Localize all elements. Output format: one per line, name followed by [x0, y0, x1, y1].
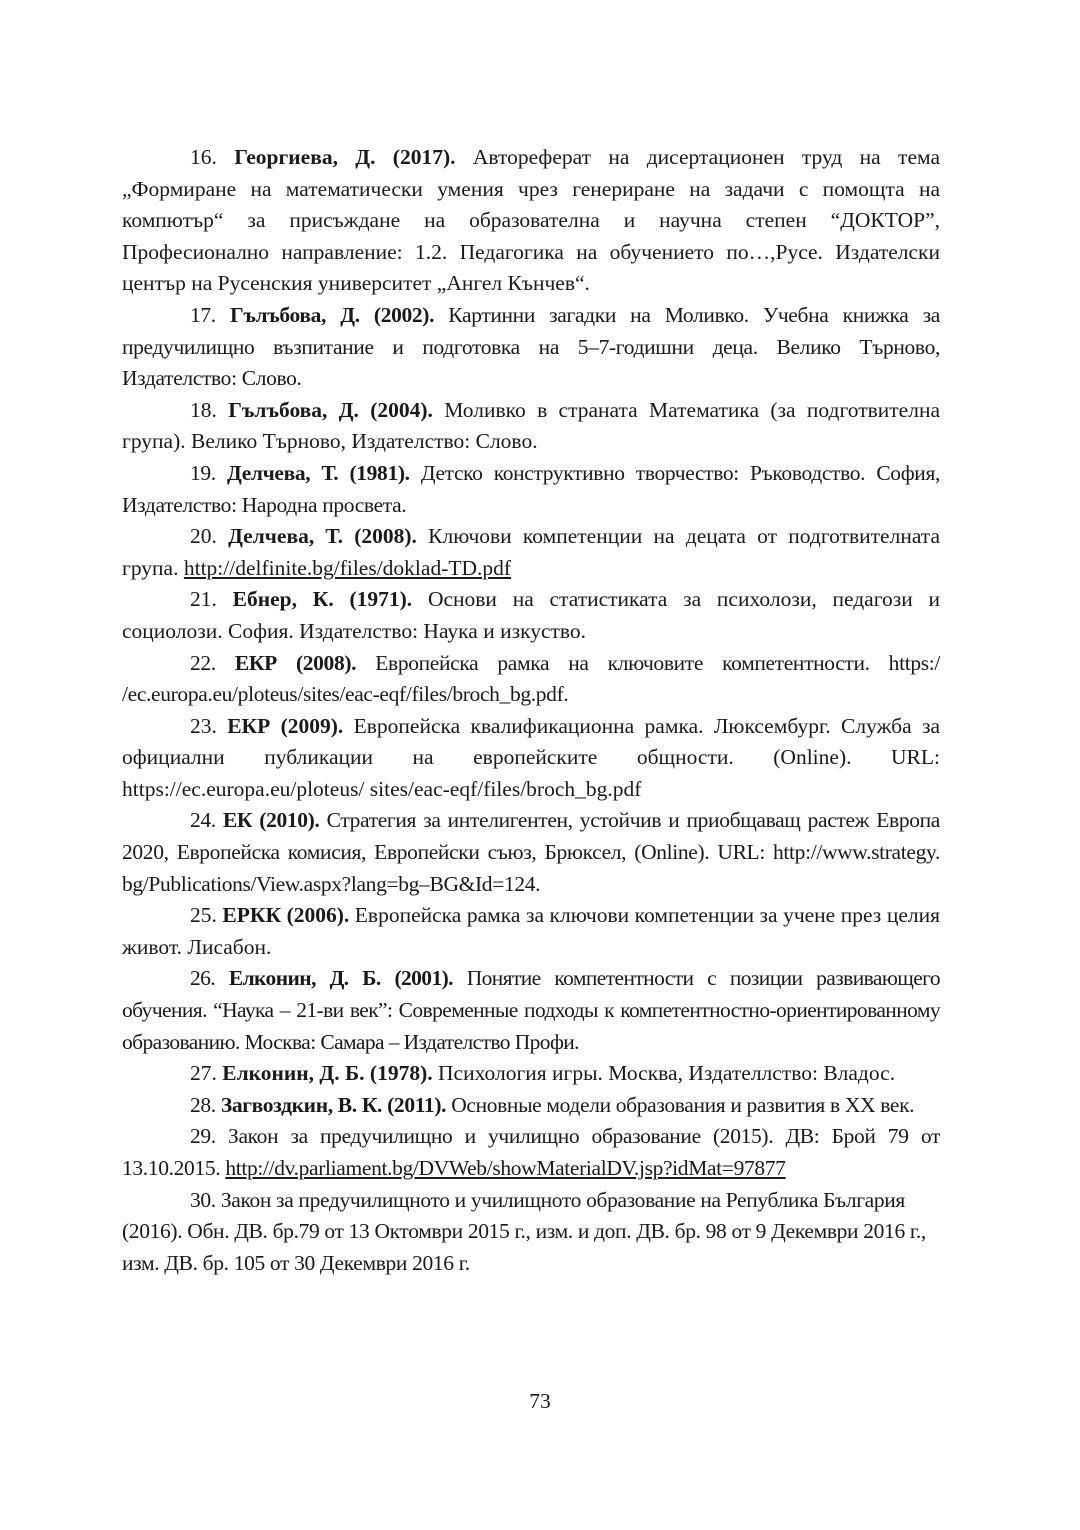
reference-text: Понятие компетентности с позиции развивающего обучения. “Наука – 21-ви век”: Современные подходы к компетентностно-ориентированному образованию. Москва: Самара – Издателство Профи.	[122, 966, 941, 1054]
reference-entry	[122, 584, 940, 647]
reference-author: Георгиева, Д. (2017).	[234, 145, 456, 169]
reference-number: 29.	[190, 1124, 216, 1149]
reference-author: Ебнер, К. (1971).	[232, 587, 413, 612]
reference-author: ЕКР (2008).	[234, 650, 357, 675]
reference-text: Европейска квалификационна рамка. Люксембург. Служба за официални публикации на европейските общности. (Online). URL: https://ec.europa.eu/ploteus/ sites/eac-eqf/files/broch_bg.pdf	[122, 713, 941, 801]
reference-link[interactable]: http://dv.parliament.bg/DVWeb/showMaterialDV.jsp?idMat=97877	[225, 1156, 786, 1180]
reference-author: ЕРКК (2006).	[222, 903, 350, 928]
reference-text: Автореферат на дисертационен труд на тема „Формиране на математически умения чрез генериране на задачи с помощта на компютър“ за присъждане на образователна и научна степен “ДОКТОР”, Професионално направление: 1.2. Педагогика на обучението по…,Русе. Издателски център на Русенския университет „Ангел Кънчев“.	[122, 145, 940, 296]
reference-author: Гълъбова, Д. (2002).	[230, 302, 435, 327]
reference-author: Делчева, Т. (2008).	[228, 524, 417, 549]
reference-number: 16.	[190, 145, 217, 169]
reference-entry	[122, 900, 940, 963]
reference-text: Ключови компетенции на децата от подготвителната група.	[122, 524, 941, 580]
reference-number: 18.	[190, 397, 217, 422]
reference-number: 19.	[190, 460, 216, 485]
reference-entry	[122, 1185, 940, 1280]
bibliography-list	[122, 142, 940, 1279]
reference-entry	[122, 1090, 940, 1122]
reference-entry	[122, 521, 940, 584]
reference-entry	[122, 300, 940, 395]
reference-author: ЕК (2010).	[222, 808, 320, 833]
reference-entry	[122, 458, 940, 521]
reference-author: Делчева, Т. (1981).	[227, 460, 410, 485]
reference-text: Психология игры. Москва, Издателлство: Владос.	[432, 1061, 896, 1086]
reference-author: Елконин, Д. Б. (2001).	[228, 966, 453, 991]
reference-text: Картинни загадки на Моливко. Учебна книжка за предучилищно възпитание и подготовка на 5–7-годишни деца. Велико Търново, Издателство: Слово.	[122, 302, 940, 391]
reference-author: Загвоздкин, В. К. (2011).	[220, 1092, 447, 1117]
reference-entry	[122, 648, 940, 711]
reference-entry	[122, 1058, 940, 1090]
reference-number: 24.	[190, 808, 216, 833]
reference-text: Моливко в страната Математика (за подготвителна група). Велико Търново, Издателство: Слово.	[122, 397, 940, 454]
reference-author: ЕКР (2009).	[227, 713, 344, 738]
reference-text: Основи на статистиката за психолози, педагози и социолози. София. Издателство: Наука и изкуство.	[122, 587, 941, 643]
reference-text: Европейска рамка за ключови компетенции за учене през целия живот. Лисабон.	[122, 903, 940, 959]
reference-number: 20.	[190, 524, 217, 549]
reference-text: Закон за предучилищно и училищно образование (2015). ДВ: Брой 79 от 13.10.2015.	[122, 1124, 940, 1180]
reference-number: 27.	[190, 1061, 217, 1086]
reference-number: 22.	[190, 650, 216, 675]
reference-entry	[122, 395, 940, 458]
page-number: 73	[529, 1389, 551, 1413]
reference-text: Детско конструктивно творчество: Ръководство. София, Издателство: Народна просвета.	[122, 460, 941, 517]
reference-number: 21.	[190, 587, 217, 612]
reference-number: 26.	[190, 966, 216, 991]
reference-author: Елконин, Д. Б. (1978).	[222, 1061, 433, 1086]
reference-entry	[122, 1121, 940, 1184]
reference-entry	[122, 711, 940, 806]
reference-text: Закон за предучилищното и училищното образование на Република България (2016). Обн. ДВ. бр.79 от 13 Октомври 2015 г., изм. и доп. ДВ. бр. 98 от 9 Декември 2016 г., изм. ДВ. бр. 105 от 30 Декември 2016 г.	[122, 1187, 926, 1275]
reference-number: 17.	[190, 302, 216, 327]
reference-number: 23.	[190, 713, 217, 738]
reference-number: 28.	[190, 1092, 216, 1117]
reference-link[interactable]: http://delfinite.bg/files/doklad-TD.pdf	[183, 555, 512, 580]
reference-text: Основные модели образования и развития в XX век.	[446, 1092, 915, 1117]
reference-entry	[122, 963, 940, 1058]
reference-number: 25.	[190, 903, 217, 928]
reference-text: Европейска рамка на ключовите компетентности. https:/ /ec.europa.eu/ploteus/sites/eac-eqf/files/broch_bg.pdf.	[122, 650, 940, 707]
reference-author: Гълъбова, Д. (2004).	[228, 397, 433, 422]
reference-entry	[122, 142, 940, 300]
reference-number: 30.	[190, 1187, 216, 1212]
reference-text: Стратегия за интелигентен, устойчив и приобщаващ растеж Европа 2020, Европейска комисия, Европейски съюз, Брюксел, (Online). URL: http://www.strategy. bg/Publications/View.aspx?lang=bg–BG&Id=124.	[122, 808, 940, 896]
reference-entry	[122, 805, 940, 900]
